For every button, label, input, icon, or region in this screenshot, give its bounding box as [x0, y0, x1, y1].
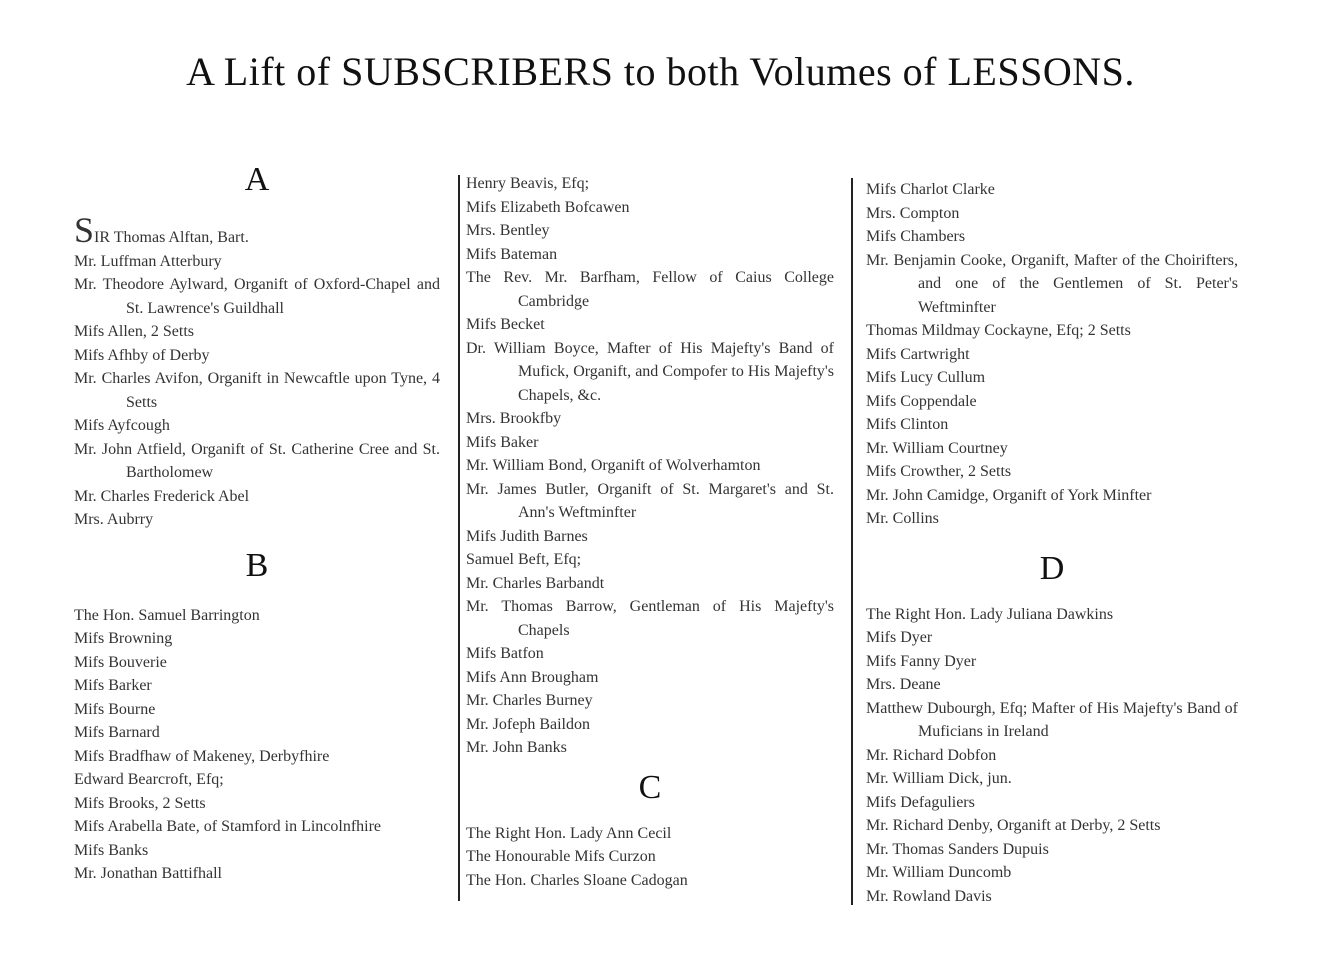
subscriber-entry: Mr. Richard Dobfon	[866, 746, 997, 764]
subscriber-entry: Mr. William Dick, jun.	[866, 770, 1012, 787]
subscriber-entry: Mr. Luffman Atterbury	[74, 252, 222, 270]
subscriber-entry: Samuel Beft, Efq;	[466, 551, 582, 568]
subscriber-entry: Mr. Theodore Aylward, Organift of Oxford-Chapel and St. Lawrence's Guildhall	[74, 276, 440, 317]
subscriber-column-1	[74, 160, 440, 914]
subscriber-entry: Thomas Mildmay Cockayne, Efq; 2 Setts	[866, 322, 1131, 339]
subscriber-entry: Mifs Brooks, 2 Setts	[74, 794, 206, 812]
subscriber-entry: Mrs. Bentley	[466, 222, 550, 239]
subscriber-entry: Mifs Lucy Cullum	[866, 369, 986, 386]
subscriber-entry: Mifs Becket	[466, 316, 545, 333]
subscriber-entry: Mr. William Courtney	[866, 439, 1008, 457]
subscriber-entry	[74, 210, 440, 250]
subscriber-entry: Mr. Richard Denby, Organift at Derby, 2 Setts	[866, 817, 1161, 834]
subscriber-entry: Mr. Charles Burney	[466, 692, 593, 709]
subscriber-entry: The Hon. Charles Sloane Cadogan	[466, 871, 688, 889]
subscriber-entry: Mr. James Butler, Organift of St. Margaret's and St. Ann's Weftminfter	[466, 480, 834, 521]
subscriber-list-c-continued	[866, 178, 1238, 531]
subscriber-list-a	[74, 210, 440, 532]
section-letter-b: B	[245, 546, 269, 584]
subscriber-entry: Edward Bearcroft, Efq;	[74, 771, 224, 788]
subscriber-entry: Mr. Charles Frederick Abel	[74, 487, 250, 505]
subscriber-entry: Mifs Barker	[74, 677, 152, 694]
subscriber-entry: Mrs. Brookfby	[466, 410, 562, 427]
subscriber-entry: The Right Hon. Lady Ann Cecil	[466, 824, 672, 842]
subscriber-entry: Mr. Charles Barbandt	[466, 574, 605, 592]
drop-cap: S	[74, 210, 95, 250]
subscriber-entry: The Rev. Mr. Barfham, Fellow of Caius College Cambridge	[466, 269, 834, 310]
subscriber-entry: The Hon. Samuel Barrington	[74, 606, 260, 624]
subscriber-entry: Mifs Baker	[466, 433, 539, 451]
subscriber-entry: Mifs Fanny Dyer	[866, 652, 977, 670]
subscriber-entry: Mifs Browning	[74, 630, 173, 647]
subscriber-entry: Matthew Dubourgh, Efq; Mafter of His Majefty's Band of Muficians in Ireland	[866, 699, 1238, 740]
subscriber-entry: Mr. William Bond, Organift of Wolverhamton	[466, 457, 761, 474]
subscriber-entry: Mifs Charlot Clarke	[866, 181, 995, 198]
subscriber-name: IR Thomas Alftan, Bart.	[94, 229, 249, 246]
subscriber-entry: Mifs Batfon	[466, 645, 544, 662]
subscriber-entry: Mifs Banks	[74, 841, 149, 859]
subscriber-entry: Mifs Crowther, 2 Setts	[866, 463, 1012, 480]
column-rule	[851, 178, 853, 905]
subscriber-entry: Mifs Coppendale	[866, 392, 977, 410]
column-rule	[458, 175, 460, 901]
subscriber-entry: The Honourable Mifs Curzon	[466, 848, 656, 865]
subscriber-entry: Mifs Arabella Bate, of Stamford in Lincolnfhire	[74, 818, 382, 835]
subscriber-entry: Mifs Dyer	[866, 629, 933, 646]
subscriber-column-2	[466, 172, 834, 914]
subscriber-entry: Mr. Thomas Sanders Dupuis	[866, 840, 1049, 858]
section-letter-c: C	[638, 768, 662, 806]
subscriber-entry: Mifs Judith Barnes	[466, 527, 588, 545]
subscriber-entry: Mr. Benjamin Cooke, Organift, Mafter of the Choirifters, and one of the Gentlemen of St. Peter's Weftminfter	[866, 251, 1238, 316]
subscriber-entry: Dr. William Boyce, Mafter of His Majefty's Band of Mufick, Organift, and Compofer to His Majefty's Chapels, &c.	[466, 339, 834, 404]
subscriber-entry: Mifs Clinton	[866, 416, 949, 433]
subscriber-entry: Mifs Chambers	[866, 228, 966, 245]
subscriber-entry: Mifs Afhby of Derby	[74, 346, 210, 364]
subscriber-entry: Mr. Thomas Barrow, Gentleman of His Majefty's Chapels	[466, 598, 834, 639]
subscriber-column-3	[866, 178, 1238, 914]
subscriber-entry: Mr. Jonathan Battifhall	[74, 865, 222, 882]
subscriber-entry: Mifs Barnard	[74, 724, 160, 741]
subscriber-entry: Mrs. Compton	[866, 204, 960, 222]
subscriber-entry: Mifs Cartwright	[866, 345, 970, 363]
subscriber-list-b	[74, 604, 440, 886]
subscriber-list-c	[466, 822, 834, 893]
subscriber-list-d	[866, 603, 1238, 909]
subscriber-entry: Mr. John Banks	[466, 739, 567, 756]
subscriber-entry: Henry Beavis, Efq;	[466, 175, 590, 192]
subscriber-entry: Mifs Elizabeth Bofcawen	[466, 198, 630, 216]
subscriber-entry: Mr. John Atfield, Organift of St. Catherine Cree and St. Bartholomew	[74, 440, 440, 481]
section-letter-a: A	[244, 161, 270, 198]
subscriber-entry: The Right Hon. Lady Juliana Dawkins	[866, 605, 1114, 623]
subscriber-entry: Mifs Bateman	[466, 245, 558, 263]
subscriber-list-b-continued	[466, 172, 834, 760]
subscriber-entry: Mifs Bouverie	[74, 653, 167, 671]
subscriber-entry: Mr. Collins	[866, 510, 939, 527]
subscriber-entry: Mr. Jofeph Baildon	[466, 715, 590, 733]
subscriber-entry: Mrs. Deane	[866, 676, 941, 693]
subscriber-entry: Mr. William Duncomb	[866, 864, 1012, 881]
subscriber-entry: Mifs Ayfcough	[74, 417, 170, 434]
subscriber-entry: Mifs Bourne	[74, 700, 156, 718]
subscriber-entry: Mrs. Aubrry	[74, 511, 154, 528]
subscriber-entry: Mifs Bradfhaw of Makeney, Derbyfhire	[74, 747, 330, 765]
subscriber-entry: Mr. Charles Avifon, Organift in Newcaftle upon Tyne, 4 Setts	[74, 370, 440, 411]
subscriber-entry: Mifs Ann Brougham	[466, 668, 599, 686]
subscriber-entry: Mr. Rowland Davis	[866, 887, 992, 905]
page-title: A Lift of SUBSCRIBERS to both Volumes of LESSONS.	[186, 49, 1135, 94]
section-letter-d: D	[1039, 549, 1065, 587]
subscriber-entry: Mifs Defaguliers	[866, 793, 975, 811]
subscriber-entry: Mifs Allen, 2 Setts	[74, 323, 195, 340]
subscriber-entry: Mr. John Camidge, Organift of York Minfter	[866, 486, 1152, 504]
